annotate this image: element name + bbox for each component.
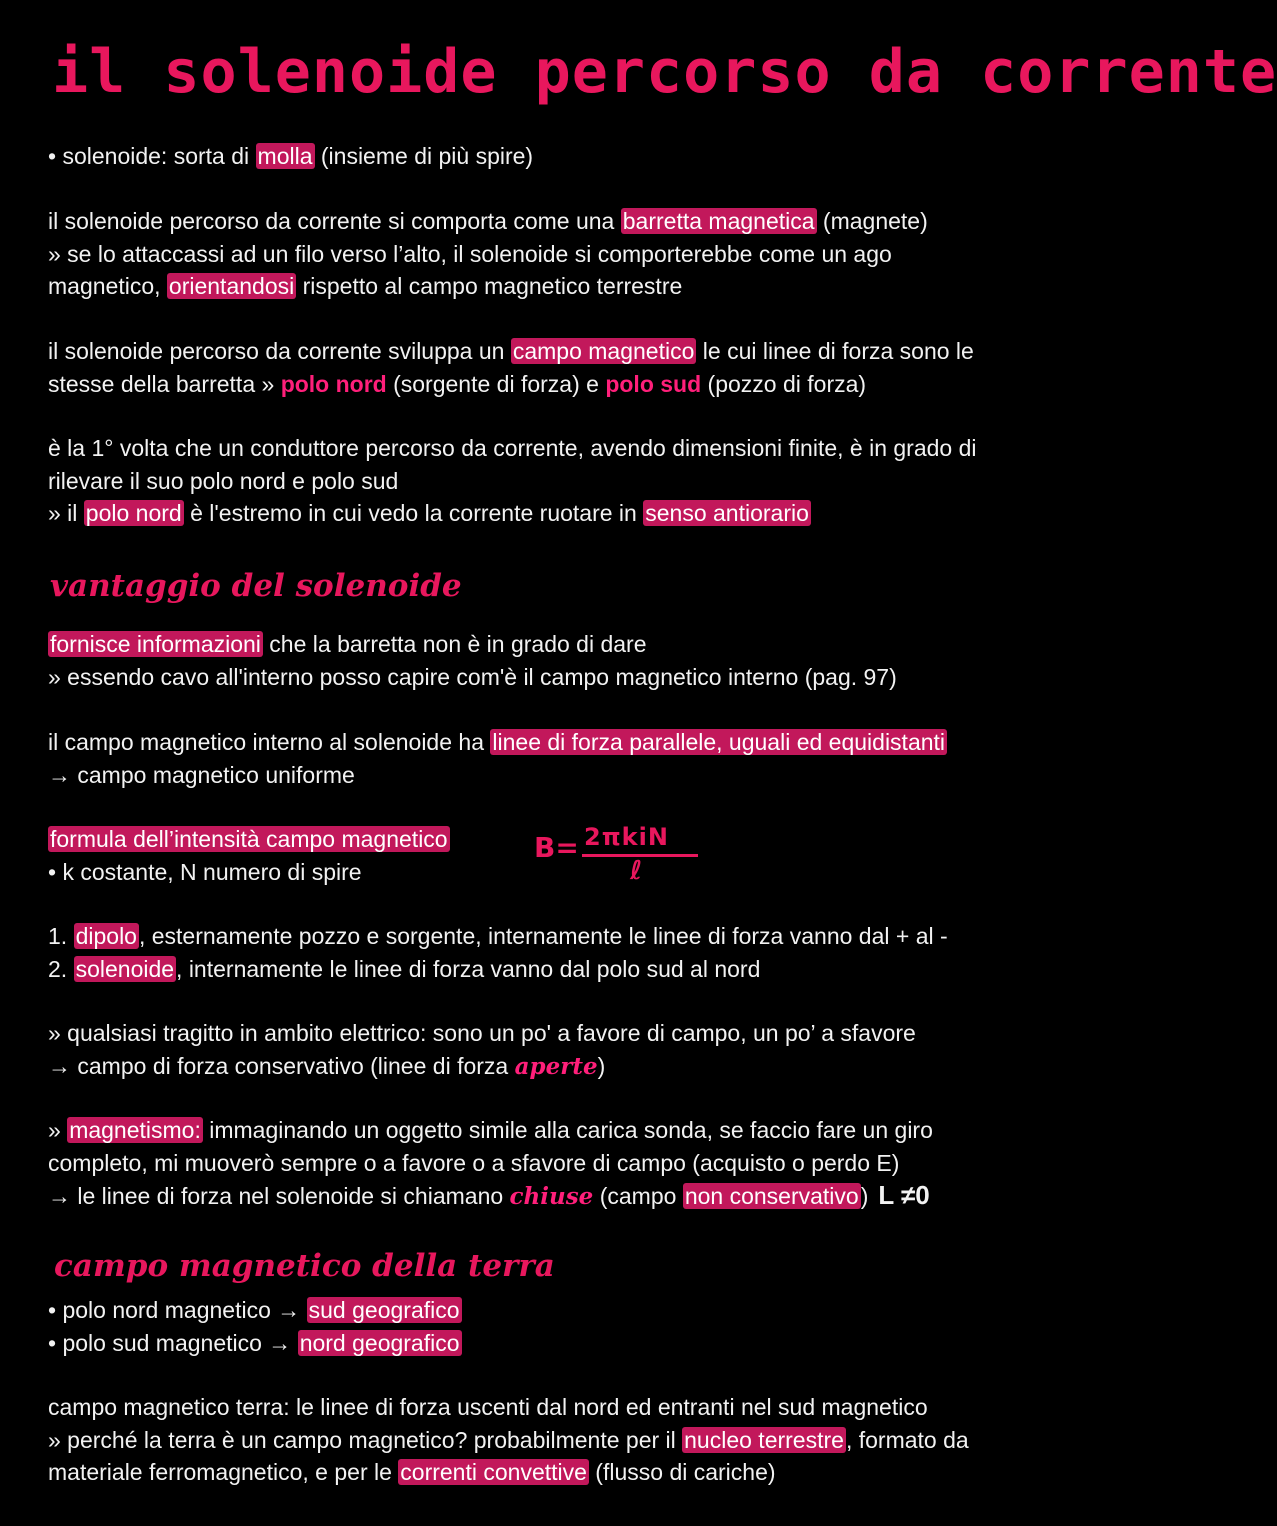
text: (insieme di più spire): [314, 143, 534, 169]
highlight: sud geografico: [308, 1297, 460, 1323]
text: 1.: [48, 923, 74, 949]
text: magnetico,: [48, 273, 167, 299]
paragraph-magnetic-field: [48, 335, 1038, 400]
bullet: •: [48, 143, 57, 169]
handwritten-polo-sud: polo sud: [605, 370, 702, 397]
handwritten-aperte: aperte: [514, 1052, 598, 1080]
text: » il: [48, 500, 84, 526]
paragraph-uniform-field: [48, 726, 1038, 791]
formula-denominator: ℓ: [630, 856, 643, 886]
text: • polo nord magnetico →: [48, 1297, 307, 1323]
handwritten-chiuse: chiuse: [509, 1183, 594, 1210]
text: » qualsiasi tragitto in ambito elettrico: sono un po' a favore di campo, un po’ a sfavore: [48, 1020, 916, 1046]
formula-numerator: 2πkiN: [584, 823, 669, 851]
paragraph-earth-field: [48, 1391, 1038, 1489]
text: (pozzo di forza): [701, 370, 867, 397]
formula-b-field: [534, 822, 704, 892]
section-heading-vantaggio: vantaggio del solenoide: [50, 568, 462, 604]
highlight: dipolo: [75, 923, 137, 949]
text: » essendo cavo all'interno posso capire com'è il campo magnetico interno (pag. 97): [48, 663, 897, 690]
text: rilevare il suo polo nord e polo sud: [48, 467, 399, 494]
highlight: linee di forza parallele, uguali ed equidistanti: [492, 729, 946, 755]
text: 2.: [48, 955, 74, 982]
paragraph-conservative-field: [48, 1017, 1038, 1083]
text: (campo: [593, 1183, 683, 1209]
text: campo magnetico terra: le linee di forza uscenti dal nord ed entranti nel sud magnetico: [48, 1394, 928, 1420]
text: ): [597, 1052, 606, 1079]
text: , formato da: [845, 1426, 969, 1453]
highlight: non conservativo: [684, 1183, 859, 1209]
paragraph-poles: [48, 432, 1038, 530]
highlight: campo magnetico: [512, 338, 695, 364]
section-heading-terra: campo magnetico della terra: [54, 1248, 555, 1284]
handwritten-polo-nord: polo nord: [280, 370, 387, 397]
text: immaginando un oggetto simile alla carica sonda, se faccio fare un giro: [202, 1117, 933, 1143]
text: che la barretta non è in grado di dare: [262, 631, 647, 657]
list-earth-poles: [48, 1294, 1038, 1359]
highlight: nord geografico: [299, 1329, 460, 1356]
highlight: orientandosi: [168, 273, 295, 299]
highlight: formula dell’intensità campo magnetico: [50, 826, 448, 852]
text: → campo magnetico uniforme: [48, 761, 355, 788]
text: • polo sud magnetico →: [48, 1329, 298, 1356]
text: materiale ferromagnetico, e per le: [48, 1459, 399, 1485]
text: ): [860, 1183, 869, 1209]
paragraph-advantage: [48, 628, 1038, 693]
text: il campo magnetico interno al solenoide ha: [48, 729, 491, 755]
text: (flusso di cariche): [588, 1459, 776, 1485]
page-title: il solenoide percorso da corrente: [52, 37, 1277, 107]
formula-lhs: B=: [534, 831, 579, 864]
highlight: molla: [257, 143, 313, 169]
highlight: nucleo terrestre: [684, 1426, 844, 1453]
text: (magnete): [816, 208, 928, 234]
text: le cui linee di forza sono le: [696, 338, 974, 364]
paragraph-magnetism: [48, 1114, 1038, 1214]
text: » se lo attaccassi ad un filo verso l’alto, il solenoide si comporterebbe come un ago: [48, 240, 892, 267]
text: il solenoide percorso da corrente si comporta come una: [48, 208, 621, 234]
paragraph-formula: [48, 823, 518, 888]
highlight: fornisce informazioni: [50, 631, 261, 657]
text: → le linee di forza nel solenoide si chiamano: [48, 1183, 510, 1209]
paragraph-solenoid-definition: [48, 140, 1038, 173]
highlight: magnetismo:: [69, 1117, 201, 1143]
text: , internamente le linee di forza vanno dal polo sud al nord: [176, 955, 761, 982]
text: »: [48, 1117, 68, 1143]
text: » perché la terra è un campo magnetico? probabilmente per il: [48, 1426, 683, 1453]
list-dipolo-solenoide: [48, 920, 1038, 985]
text: (sorgente di forza) e: [386, 370, 606, 397]
text: stesse della barretta »: [48, 370, 281, 397]
text: → campo di forza conservativo (linee di forza: [48, 1052, 515, 1079]
text: • k costante, N numero di spire: [48, 858, 362, 885]
text: rispetto al campo magnetico terrestre: [296, 273, 683, 299]
highlight: barretta magnetica: [622, 208, 815, 234]
text: solenoide: sorta di: [62, 143, 256, 169]
text: , esternamente pozzo e sorgente, internamente le linee di forza vanno dal + al -: [138, 923, 948, 949]
highlight: correnti convettive: [400, 1459, 587, 1485]
highlight: senso antiorario: [645, 500, 809, 526]
text: completo, mi muoverò sempre o a favore o a sfavore di campo (acquisto o perdo E): [48, 1149, 900, 1176]
highlight: solenoide: [75, 955, 175, 982]
paragraph-magnetic-bar: [48, 205, 1038, 303]
text: è la 1° volta che un conduttore percorso da corrente, avendo dimensioni finite, è in grado di: [48, 435, 977, 461]
text: è l'estremo in cui vedo la corrente ruotare in: [183, 500, 644, 526]
text: il solenoide percorso da corrente sviluppa un: [48, 338, 511, 364]
handwritten-work-nonzero: L ≠0: [878, 1180, 930, 1210]
highlight: polo nord: [85, 500, 182, 526]
